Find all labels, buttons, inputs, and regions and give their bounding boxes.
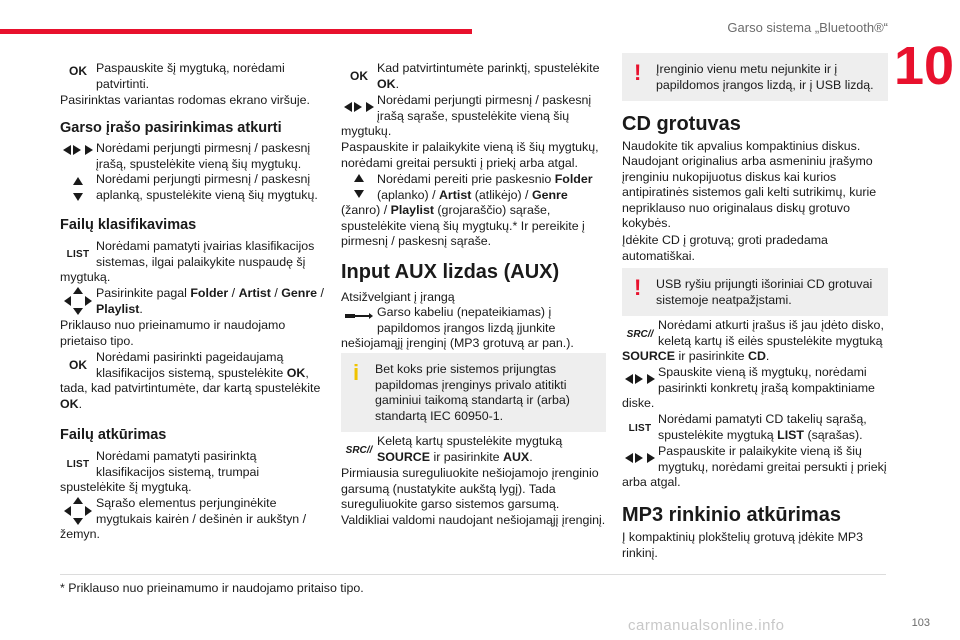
section-heading: Failų atkūrimas — [60, 427, 167, 443]
paragraph: Į kompaktinių plokštelių grotuvą įdėkite MP3 rinkinį. — [622, 530, 864, 560]
page-number: 103 — [911, 617, 930, 629]
list-button-icon: LIST — [66, 249, 90, 260]
section-heading: CD grotuvas — [622, 113, 741, 135]
section-heading: MP3 rinkinio atkūrimas — [622, 504, 841, 526]
lr-seek-instruction: Paspauskite ir palaikykite vieną iš šių mygtukų, norėdami greitai persukti į priekį arba atgal. — [622, 444, 887, 489]
up-down-arrows-icon — [353, 172, 365, 200]
paragraph: Pasirinktas variantas rodomas ekrano viršuje. — [60, 93, 310, 107]
paragraph: Atsižvelgiant į įrangą — [341, 290, 455, 304]
paragraph: Naudojant originalius arba asmeniniu įrašymo įrenginiu nukopijuotus diskus kai kurios antipiratinės sistemos gali kelti sutrikimų, kurie nepriklauso nuo originalaus diskų grotuvo kokybės. — [622, 154, 877, 230]
footnote-divider — [60, 574, 886, 575]
info-icon: i — [353, 360, 360, 385]
list-play-instruction: LIST Norėdami pamatyti pasirinktą klasifikacijos sistemą, trumpai spustelėkite šį mygtuką. — [60, 449, 260, 494]
warning-icon: ! — [634, 275, 642, 300]
paragraph: Priklauso nuo prieinamumo ir naudojamo prietaiso tipo. — [60, 318, 286, 348]
left-right-arrows-icon — [625, 452, 655, 464]
jack-cable-icon — [345, 311, 373, 321]
paragraph: Naudokite tik apvalius kompaktinius diskus. — [622, 139, 861, 153]
running-header: Garso sistema „Bluetooth®“ — [727, 20, 888, 35]
watermark: carmanualsonline.info — [628, 617, 785, 634]
four-way-arrows-icon — [63, 496, 93, 526]
left-right-arrows-icon — [63, 144, 93, 156]
lr-instruction: Norėdami perjungti pirmesnį / paskesnį įrašą, spustelėkite vieną šių mygtukų. — [60, 141, 325, 172]
source-button-icon: SRC// — [345, 445, 373, 456]
classification-options: Pasirinkite pagal Folder / Artist / Genre / Playlist. — [60, 286, 325, 317]
list-instruction: LIST Norėdami pamatyti įvairias klasifikacijos sistemas, ilgai palaikykite nuspaudę šį mygtuką. — [60, 239, 315, 284]
source-cd-instruction: SRC// Norėdami atkurti įrašus iš jau įdėto disko, keletą kartų iš eilės spustelėkite mygtuką SOURCE ir pasirinkite CD. — [622, 318, 884, 363]
source-button-icon: SRC// — [626, 329, 654, 340]
list-button-icon: LIST — [66, 459, 90, 470]
paragraph: Įdėkite CD į grotuvą; groti pradedama automatiškai. — [622, 233, 828, 263]
warning-icon: ! — [634, 60, 642, 85]
list-button-icon: LIST — [628, 423, 652, 434]
navigate-instruction: Sąrašo elementus perjunginėkite mygtukais kairėn / dešinėn ir aukštyn / žemyn. — [60, 496, 307, 541]
chapter-number: 10 — [893, 36, 955, 96]
aux-instruction: Garso kabeliu (nepateikiamas) į papildomos įrangos lizdą įjunkite nešiojamąjį įrenginį (MP3 grotuvą ar pan.). — [341, 305, 574, 350]
ok-instruction: OK Paspauskite šį mygtuką, norėdami patvirtinti. — [69, 61, 285, 91]
ok-button-icon: OK — [69, 358, 87, 372]
list-cd-instruction: LIST Norėdami pamatyti CD takelių sąrašą, spustelėkite mygtuką LIST (sąrašas). — [628, 412, 867, 442]
info-note: i Bet koks prie sistemos prijungtas papildomas įrenginys privalo atitikti gaminiui taikomą standartą ir (arba) standartą IEC 60950-1. — [341, 353, 606, 432]
section-heading: Input AUX lizdas (AUX) — [341, 261, 560, 283]
left-right-arrows-icon — [344, 101, 374, 113]
lr-track-instruction: Spauskite vieną iš mygtukų, norėdami pasirinkti konkretų įrašą kompaktiniame diske. — [622, 365, 875, 410]
paragraph: Paspauskite ir palaikykite vieną iš šių mygtukų, norėdami greitai persukti į priekį arba atgal. — [341, 140, 599, 170]
up-down-arrows-icon — [72, 175, 84, 203]
ud-instruction: Norėdami perjungti pirmesnį / paskesnį aplanką, spustelėkite vieną šių mygtukų. — [60, 172, 325, 203]
section-heading: Garso įrašo pasirinkimas atkurti — [60, 120, 282, 136]
lr-list-instruction: Norėdami perjungti pirmesnį / paskesnį įrašą sąraše, spustelėkite vieną šių mygtukų. — [341, 93, 592, 138]
header-accent-bar — [0, 29, 472, 34]
ok-classification: OK Norėdami pasirinkti pageidaujamą klasifikacijos sistemą, spustelėkite OK, tada, kad patvirtintumėte, dar kartą spustelėkite OK. — [60, 350, 321, 411]
source-aux-instruction: SRC// Keletą kartų spustelėkite mygtuką SOURCE ir pasirinkite AUX. — [345, 434, 563, 464]
folder-instruction: Norėdami pereiti prie paskesnio Folder (aplanko) / Artist (atlikėjo) / Genre (žanro) / Playlist (grojaraščio) sąraše, spustelėkite vieną šių mygtukų.* Ir pereikite į pirmesnį / paskesnį sąraše. — [341, 172, 593, 248]
four-way-arrows-icon — [63, 286, 93, 316]
ok-confirm: OK Kad patvirtintumėte parinktį, spustelėkite OK. — [350, 61, 600, 91]
footnote: * Priklauso nuo prieinamumo ir naudojamo pritaiso tipo. — [60, 581, 364, 595]
warning-note: ! USB ryšiu prijungti išoriniai CD grotuvai sistemoje neatpažįstami. — [622, 268, 888, 316]
ok-button-icon: OK — [350, 69, 368, 83]
warning-note: ! Įrenginio vienu metu nejunkite ir į papildomos įrangos lizdą, ir į USB lizdą. — [622, 53, 888, 101]
left-right-arrows-icon — [625, 373, 655, 385]
section-heading: Failų klasifikavimas — [60, 217, 197, 233]
ok-button-icon: OK — [69, 64, 87, 78]
paragraph: Pirmiausia sureguliuokite nešiojamojo įrenginio garsumą (nustatykite aukštą lygį). Tada sureguliuokite garso sistemos garsumą. Valdikliai valdomi naudojant nešiojamąjį įrenginį. — [341, 466, 606, 527]
